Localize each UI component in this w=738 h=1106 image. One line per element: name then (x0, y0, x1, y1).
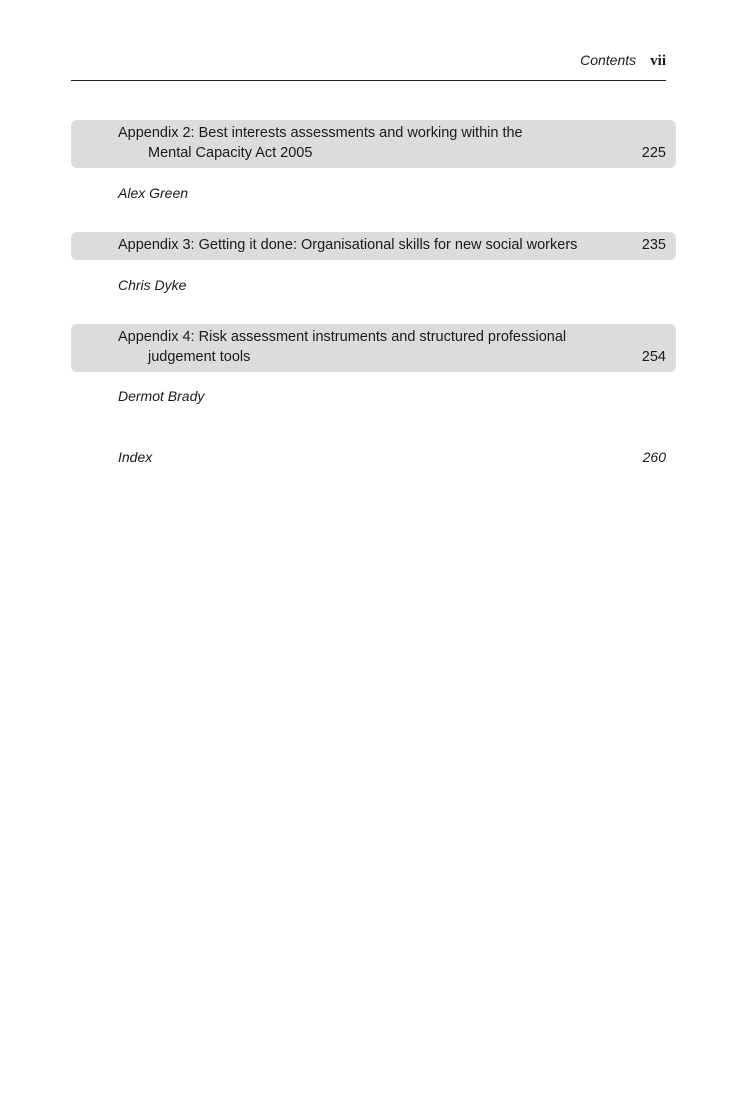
toc-entry-author: Alex Green (118, 185, 189, 201)
toc-entry-page: 254 (641, 349, 666, 365)
running-header (580, 52, 666, 70)
toc-entry-title: Best interests assessments and working within the (198, 125, 523, 141)
toc-entry-title-line (71, 327, 676, 347)
toc-entry-label: Appendix 3: (118, 237, 195, 253)
toc-entry-title-line (71, 143, 676, 163)
toc-entry-author: Chris Dyke (118, 277, 187, 293)
toc-entry-title: Risk assessment instruments and structured professional (198, 329, 567, 345)
toc-entry-title-line (71, 347, 676, 367)
toc-entry-title-line (71, 235, 676, 255)
toc-entry-title: Getting it done: Organisational skills for new social workers (198, 237, 578, 253)
header-rule (71, 80, 666, 81)
page-number: vii (650, 53, 666, 69)
toc-entry-label: Appendix 2: (118, 125, 195, 141)
index-page: 260 (642, 449, 666, 465)
toc-entry-page: 235 (641, 237, 666, 253)
toc-entry-author: Dermot Brady (118, 388, 205, 404)
toc-entry-index[interactable] (118, 449, 666, 465)
toc-entry-title-continued: judgement tools (148, 349, 251, 365)
index-label: Index (118, 449, 153, 465)
toc-entry-appendix-4[interactable] (71, 324, 676, 372)
toc-entry-title-line (71, 123, 676, 143)
running-header-section: Contents (580, 52, 637, 68)
toc-entry-page: 225 (641, 145, 666, 161)
toc-entry-title-continued: Mental Capacity Act 2005 (148, 145, 313, 161)
toc-entry-label: Appendix 4: (118, 329, 195, 345)
toc-entry-appendix-2[interactable] (71, 120, 676, 168)
toc-entry-appendix-3[interactable] (71, 232, 676, 260)
